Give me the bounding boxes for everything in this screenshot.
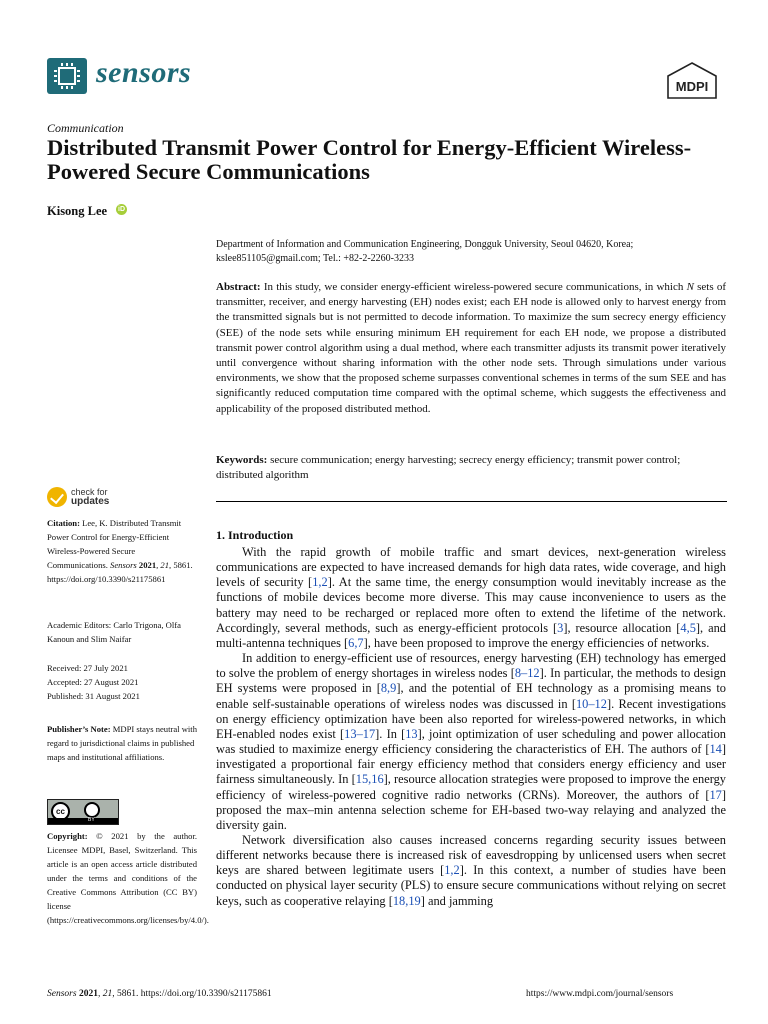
citation-year: 2021 — [136, 560, 157, 570]
affiliation — [216, 238, 726, 266]
sensors-logo-icon — [47, 58, 87, 94]
abstract-variable: N — [686, 281, 694, 293]
citation-volume: , 21 — [156, 560, 170, 570]
orcid-icon[interactable]: iD — [118, 206, 125, 213]
reference-link[interactable]: 18,19 — [392, 893, 421, 908]
section-heading: 1. Introduction — [216, 528, 294, 542]
article-section: Communication — [47, 121, 124, 135]
abstract-text: In this study, we consider energy-efficient wireless-powered secure communications, in which — [260, 281, 687, 293]
publisher-note-label: Publisher’s Note: — [47, 724, 111, 734]
cc-by-license-icon[interactable]: cc BY — [47, 799, 119, 825]
received-date: Received: 27 July 2021 — [47, 663, 128, 673]
citation-journal: Sensors — [110, 560, 137, 570]
reference-link[interactable]: 6,7 — [348, 635, 364, 650]
body-text — [216, 545, 726, 909]
copyright-text: © 2021 by the author. Licensee MDPI, Basel, Switzerland. This article is an open access article distributed under the terms and conditions of the Creative Commons Attribution (CC BY) license (https://creativecommons.org/licenses/by/4.0/). — [47, 831, 209, 925]
copyright-label: Copyright: — [47, 831, 88, 841]
published-date: Published: 31 August 2021 — [47, 691, 140, 701]
footer-journal-url[interactable]: https://www.mdpi.com/journal/sensors — [526, 989, 674, 999]
journal-name: sensors — [96, 56, 192, 89]
footer-volume: , 21 — [97, 989, 113, 999]
footer-year: 2021 — [76, 989, 98, 999]
reference-link[interactable]: 13–17 — [344, 726, 376, 741]
copyright — [47, 829, 209, 927]
divider — [216, 501, 727, 502]
affiliation-contact: kslee851105@gmail.com; Tel.: +82-2-2260-3233 — [216, 253, 415, 264]
author-name: Kisong Lee — [47, 204, 108, 218]
check-updates-icon — [47, 487, 67, 507]
reference-link[interactable]: 4,5 — [680, 620, 696, 635]
publisher-name: MDPI — [675, 79, 709, 94]
dates — [47, 661, 197, 703]
cc-by-label: BY — [88, 817, 95, 823]
keywords-text: secure communication; energy harvesting; secrecy energy efficiency; transmit power control; distributed algorithm — [216, 454, 681, 482]
citation-doi[interactable]: , 5861. https://doi.org/10.3390/s21175861 — [47, 560, 193, 584]
accepted-date: Accepted: 27 August 2021 — [47, 677, 139, 687]
footer-citation — [47, 989, 272, 999]
mdpi-logo-icon — [665, 62, 719, 100]
reference-link[interactable]: 13 — [405, 726, 418, 741]
academic-editors: Academic Editors: Carlo Trigona, Olfa Kanoun and Slim Naifar — [47, 620, 181, 644]
publisher-note-text: MDPI stays neutral with regard to jurisdictional claims in published maps and institutional affiliations. — [47, 724, 197, 762]
paragraph-2: In addition to energy-efficient use of resources, energy harvesting (EH) technology has emerged to solve the problem of energy shortages in wireless nodes [8–12]. In particular, the methods to design EH systems were proposed in [8,9], and the potential of EH technology as a promising means to enable self-sustainable operations of wireless nodes was discussed in [10–12]. Recent investigations on energy efficiency optimization have been also reported for wireless-powered networks, in which EH-enabled nodes exist [13–17]. In [13], joint optimization of user scheduling and power allocation was studied to maximize energy efficiency considering the characteristics of EH. The authors of [14] investigated a proportional fair energy efficiency method that considers energy efficiency and user fairness simultaneously. In [15,16], resource allocation strategies were proposed to improve the energy efficiency of wireless-powered cognitive radio networks (CRNs). Moreover, the authors of [17] proposed the max–min antenna selection scheme for EH-based two-way relaying and analyzed the diversity gain. — [216, 651, 726, 832]
reference-link[interactable]: 3 — [557, 620, 564, 635]
reference-link[interactable]: 8–12 — [514, 666, 540, 681]
check-updates-label: check for — [71, 487, 108, 497]
reference-link[interactable]: 15,16 — [355, 772, 384, 787]
keywords-label: Keywords: — [216, 454, 268, 466]
reference-link[interactable]: 1,2 — [312, 575, 328, 590]
abstract — [216, 280, 726, 417]
footer-doi[interactable]: , 5861. https://doi.org/10.3390/s21175861 — [112, 989, 272, 999]
reference-link[interactable]: 1,2 — [444, 863, 460, 878]
paragraph-1: With the rapid growth of mobile traffic and smart devices, next-generation wireless communications are expected to have increased demands for high data rates, wide coverage, and high levels of security [1,2]. At the same time, the energy consumption would inevitably increase as the functions of mobile devices become more diverse. This may cause inconvenience to users as the battery may need to be recharged or replaced more often to extend the lifetime of the network. Accordingly, several methods, such as energy-efficient protocols [3], resource allocation [4,5], and multi-antenna techniques [6,7], have been proposed to improve the energy efficiencies of networks. — [216, 545, 726, 650]
paragraph-3: Network diversification also causes increased concerns regarding security issues between different networks because there is increased risk of eavesdropping by unlicensed users when secret keys are shared between legitimate users [1,2]. In this context, a number of studies have been conducted on physical layer security (PLS) to ensure secure communications without relying on secret keys, such as cooperative relaying [18,19] and jamming — [216, 832, 726, 908]
article-title: Distributed Transmit Power Control for Energy-Efficient Wireless-Powered Secure Communications — [47, 135, 692, 184]
check-updates-label: updates — [71, 496, 110, 507]
footer-journal: Sensors — [47, 989, 77, 999]
abstract-label: Abstract: — [216, 281, 261, 293]
reference-link[interactable]: 8,9 — [380, 681, 397, 696]
reference-link[interactable]: 14 — [709, 742, 722, 757]
publisher-note — [47, 722, 197, 764]
citation-text: Lee, K. Distributed Transmit Power Control for Energy-Efficient Wireless-Powered Secure Communications. — [47, 518, 182, 570]
abstract-text: sets of transmitter, receiver, and energy harvesting (EH) nodes exist; each EH node is allowed only to harvest energy from the transmitted signals but is not permitted to decode information. To maximize the sum secrecy energy efficiency (SEE) of the node sets while ensuring minimum EH requirement for each EH node, we propose a distributed transmit power control algorithm using a dual method, where each transmitter adjusts its transmit power iteratively until convergence without sharing information with the other node sets. Through simulations under various environments, we show that the proposed scheme surpasses conventional schemes in terms of the sum SEE and has significantly reduced computation time compared with the optimal scheme, which suggests the effectiveness and applicability of the proposed distributed method. — [216, 281, 726, 415]
affiliation-line: Department of Information and Communication Engineering, Dongguk University, Seoul 04620, Korea; — [216, 239, 634, 250]
citation-label: Citation: — [47, 518, 80, 528]
citation — [47, 516, 197, 586]
reference-link[interactable]: 17 — [709, 787, 722, 802]
reference-link[interactable]: 10–12 — [575, 696, 607, 711]
keywords — [216, 453, 726, 483]
